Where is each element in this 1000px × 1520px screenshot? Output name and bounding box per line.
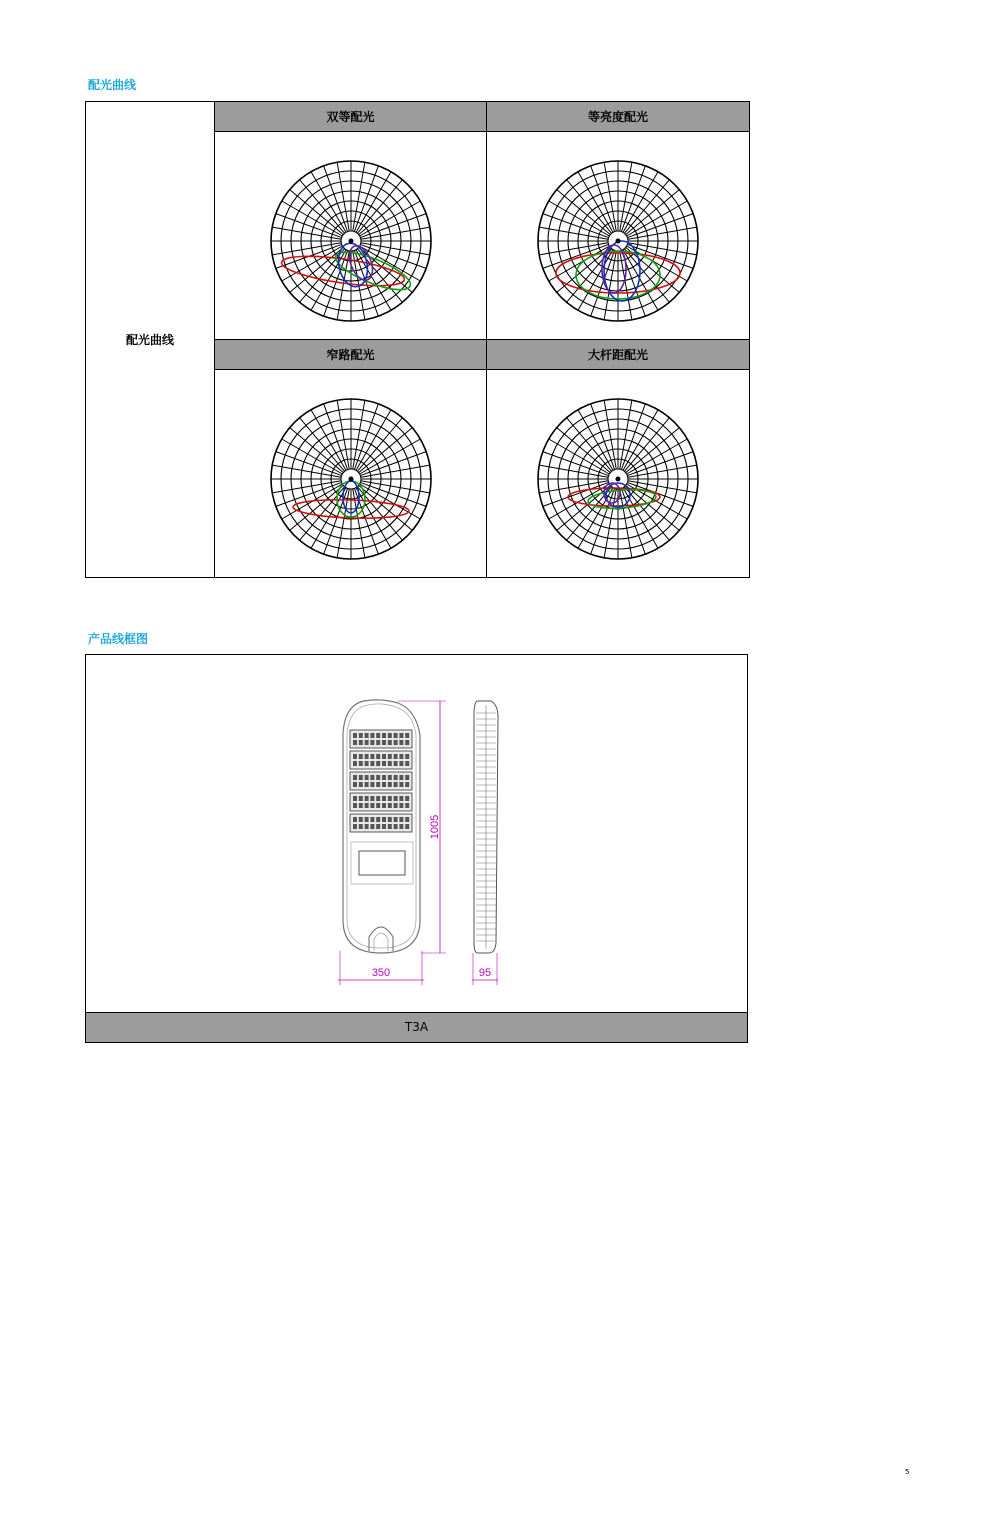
polar-diagram-narrow-road [215, 370, 487, 578]
polar-diagram-dual-equal [215, 132, 487, 340]
driver-box [359, 851, 405, 875]
header-narrow-road: 窄路配光 [215, 340, 487, 370]
polar-chart-2 [518, 136, 718, 336]
light-curve-table [85, 101, 750, 578]
polar-chart-4 [518, 374, 718, 574]
header-large-pole-spacing: 大杆距配光 [487, 340, 750, 370]
polar-diagram-large-pole-spacing [487, 370, 750, 578]
polar-chart-1 [251, 136, 451, 336]
header-equal-luminance: 等亮度配光 [487, 102, 750, 132]
led-modules [350, 730, 412, 832]
light-curve-section-title: 配光曲线 [88, 78, 137, 92]
wireframe-caption: T3A [86, 1012, 747, 1042]
polar-chart-3 [251, 374, 451, 574]
page-number: 5 [905, 1468, 910, 1476]
length-dim-label: 1005 [429, 814, 441, 840]
depth-dim-label: 95 [478, 967, 492, 979]
street-light-drawing [86, 655, 747, 1013]
width-dim-label: 350 [371, 967, 391, 979]
wireframe-section-title: 产品线框图 [88, 632, 149, 646]
wireframe-box [85, 654, 748, 1043]
curve-row-label: 配光曲线 [86, 102, 215, 578]
polar-diagram-equal-luminance [487, 132, 750, 340]
header-dual-equal: 双等配光 [215, 102, 487, 132]
driver-area [351, 842, 413, 884]
